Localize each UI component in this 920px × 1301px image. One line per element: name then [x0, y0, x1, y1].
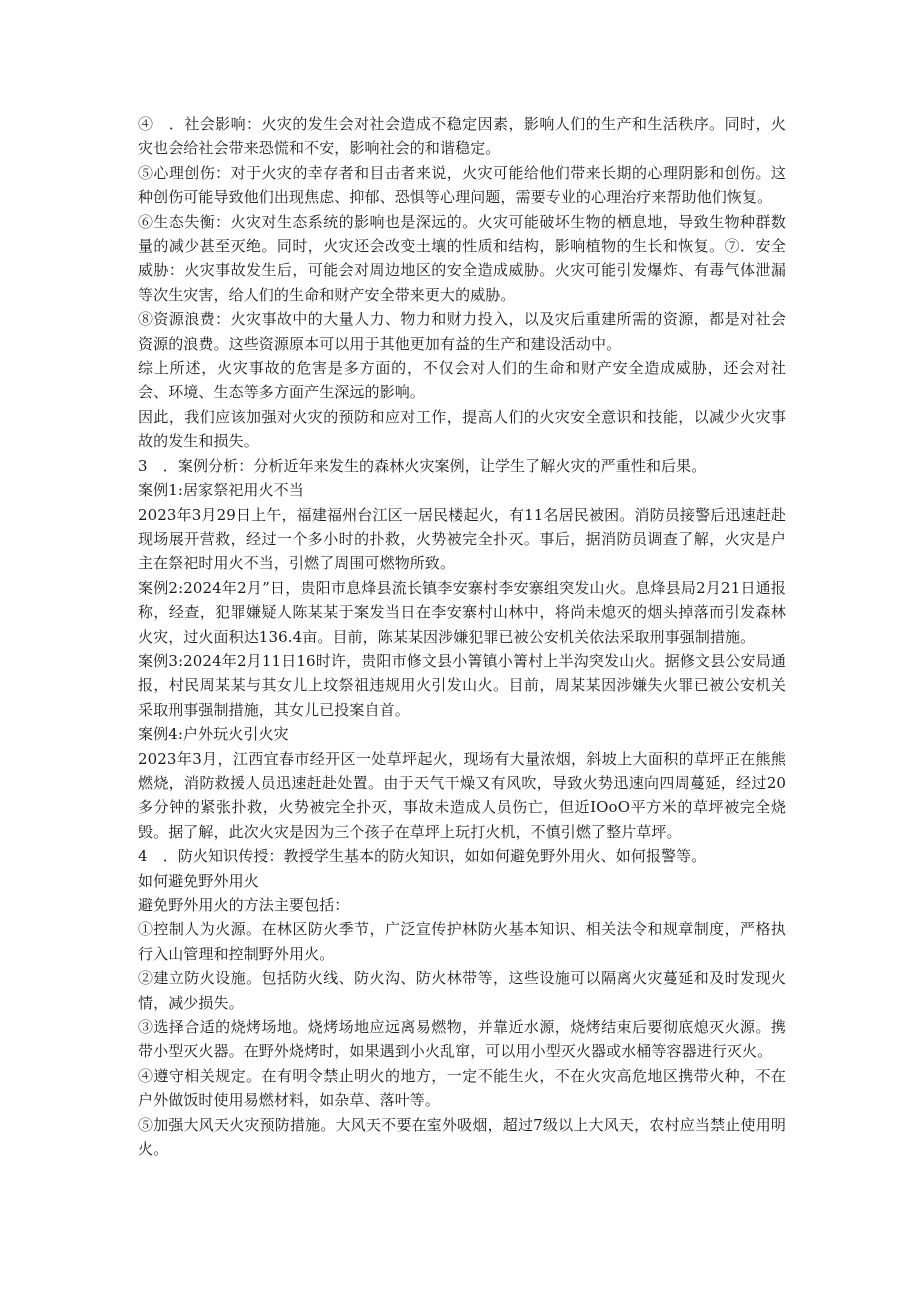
paragraph-psychological-trauma: ⑤心理创伤：对于火灾的幸存者和目击者来说，火灾可能给他们带来长期的心理阴影和创伤。这种创伤可能导致他们出现焦虑、抑郁、恐惧等心理问题，需要专业的心理治疗来帮助他们恢复。	[138, 163, 786, 207]
case-4-title: 案例4:户外玩火引火灾	[138, 725, 289, 744]
method-4: ④遵守相关规定。在有明令禁止明火的地方，一定不能生火，不在火灾高危地区携带火种，不在户外做饭时使用易燃材料，如杂草、落叶等。	[138, 1066, 786, 1110]
section-heading-case-analysis: 3 ．案例分析：分析近年来发生的森林火灾案例，让学生了解火灾的严重性和后果。	[138, 456, 707, 475]
method-3: ③选择合适的烧烤场地。烧烤场地应远离易燃物，并靠近水源，烧烤结束后要彻底熄灭火源。携带小型灭火器。在野外烧烤时，如果遇到小火乱窜，可以用小型灭火器或水桶等容器进行灭火。	[138, 1018, 786, 1061]
case-2-body: 案例2:2024年2月”日，贵阳市息烽县流长镇李安寨村李安寨组突发山火。息烽县局2月21日通报称，经查，犯罪嫌疑人陈某某于案发当日在李安寨村山林中，将尚未熄灭的烟头掉落而引发森林火灾，过火面积达136.4亩。目前，陈某某因涉嫌犯罪已被公安机关依法采取刑事强制措施。	[138, 578, 786, 646]
paragraph-summary: 综上所述，火灾事故的危害是多方面的，不仅会对人们的生命和财产安全造成威胁，还会对社会、环境、生态等多方面产生深远的影响。	[138, 359, 786, 402]
section-heading-fire-knowledge: 4 ．防火知识传授：教授学生基本的防火知识，如如何避免野外用火、如何报警等。	[138, 847, 707, 866]
paragraph-resource-waste: ⑧资源浪费：火灾事故中的大量人力、物力和财力投入，以及灾后重建所需的资源，都是对社会资源的浪费。这些资源原本可以用于其他更加有益的生产和建设活动中。	[138, 310, 786, 353]
methods-intro: 避免野外用火的方法主要包括：	[138, 896, 350, 914]
case-1-body: 2023年3月29日上午，福建福州台江区一居民楼起火，有11名居民被困。消防员接警后迅速赶赴现场展开营救，经过一个多小时的扑救，火势被完全扑灭。事后，据消防员调查了解，火灾是户主在祭祀时用火不当，引燃了周围可燃物所致。	[138, 505, 786, 573]
method-5: ⑤加强大风天火灾预防措施。大风天不要在室外吸烟，超过7级以上大风天，农村应当禁止使用明火。	[138, 1115, 786, 1159]
case-4-body: 2023年3月，江西宜春市经开区一处草坪起火，现场有大量浓烟，斜坡上大面积的草坪正在熊熊燃烧，消防救援人员迅速赶赴处置。由于天气干燥又有风吹，导致火势迅速向四周蔓延，经过20多分钟的紧张扑救，火势被完全扑灭，事故未造成人员伤亡，但近IOoO平方米的草坪被完全烧毁。据了解，此次火灾是因为三个孩子在草坪上玩打火机，不慎引燃了整片草坪。	[138, 749, 786, 841]
method-2: ②建立防火设施。包括防火线、防火沟、防火林带等，这些设施可以隔离火灾蔓延和及时发现火情，减少损失。	[138, 969, 786, 1012]
paragraph-social-impact: ④ ．社会影响：火灾的发生会对社会造成不稳定因素，影响人们的生产和生活秩序。同时，火灾也会给社会带来恐慌和不安，影响社会的和谐稳定。	[138, 115, 786, 158]
document-body	[138, 112, 786, 1161]
method-1: ①控制人为火源。在林区防火季节，广泛宣传护林防火基本知识、相关法令和规章制度，严格执行入山管理和控制野外用火。	[138, 920, 786, 963]
case-3-body: 案例3:2024年2月11日16时许，贵阳市修文县小箐镇小箐村上半沟突发山火。据修文县公安局通报，村民周某某与其女儿上坟祭祖违规用火引发山火。目前，周某某因涉嫌失火罪已被公安机关采取刑事强制措施，其女儿已投案自首。	[138, 651, 786, 719]
subheading-avoid-outdoor-fire: 如何避免野外用火	[138, 871, 259, 890]
case-1-title: 案例1:居家祭祀用火不当	[138, 481, 304, 500]
paragraph-ecological-imbalance: ⑥生态失衡：火灾对生态系统的影响也是深远的。火灾可能破坏生物的栖息地，导致生物种群数量的减少甚至灭绝。同时，火灾还会改变土壤的性质和结构，影响植物的生长和恢复。⑦．安全威胁：火灾事故发生后，可能会对周边地区的安全造成威胁。火灾可能引发爆炸、有毒气体泄漏等次生灾害，给人们的生命和财产安全带来更大的威胁。	[138, 212, 786, 304]
paragraph-conclusion: 因此，我们应该加强对火灾的预防和应对工作，提高人们的火灾安全意识和技能，以减少火灾事故的发生和损失。	[138, 407, 786, 451]
